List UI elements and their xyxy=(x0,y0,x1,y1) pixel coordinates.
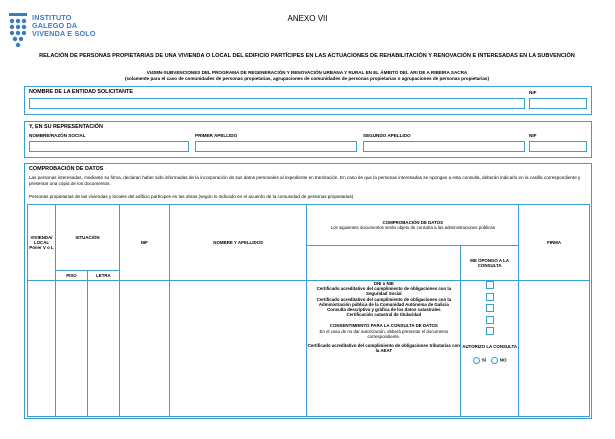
row-piso-cell[interactable] xyxy=(55,281,87,417)
entity-nif-label: NIF xyxy=(529,90,537,95)
doc-item: Consulta descriptiva y gráfica de los datos catastrales xyxy=(327,307,441,313)
rep-nif-label: NIF xyxy=(529,133,537,138)
oppose-ss-checkbox[interactable] xyxy=(486,293,494,301)
col-letra-header: LETRA xyxy=(87,271,119,281)
row-letra-cell[interactable] xyxy=(87,281,119,417)
consent-title: CONSENTIMIENTO PARA LA CONSULTA DE DATOS xyxy=(329,323,438,329)
rep-nif-input[interactable] xyxy=(529,141,587,152)
col-nombre-header: NOMBRE Y APELLIDOS xyxy=(169,205,307,281)
entity-name-input[interactable] xyxy=(29,98,525,109)
row-vivienda-cell[interactable] xyxy=(28,281,56,417)
doc-item: Certificación catastral de titularidad xyxy=(346,312,422,318)
yes-radio[interactable] xyxy=(473,357,480,364)
rep-name-label: NOMBRE/RAZÓN SOCIAL xyxy=(29,133,86,138)
row-oppose-cell xyxy=(461,281,519,417)
rep-surname1-label: PRIMER APELLIDO xyxy=(195,133,238,138)
owners-note: Personas propietarias de las viviendas y locales del edificio partícipes en las obras (según lo indicado en el acuerdo de la comunidad de personas propietarias) xyxy=(29,194,354,199)
col-comprobacion-header xyxy=(307,205,519,246)
data-check-paragraph: Las personas interesadas, mediante su firma, declaran haber sido informadas de la incorporación de sus datos personales al expediente en tramitación. En caso de que la personas interesadas se opongan a esta consulta, deberán indicarlo en la casilla correspondiente y presentar una copia de los documentos. xyxy=(29,175,581,187)
doc-item: Certificado acreditativo del cumplimiento de obligaciones con la Seguridad Social xyxy=(316,286,452,297)
procedure-note: (solamente para el caso de comunidades de personas propietarias, agrupaciones de comunidades de personas propietarias o agrupaciones de personas propietarias) xyxy=(124,76,490,81)
rep-surname1-input[interactable] xyxy=(195,141,357,152)
institution-name xyxy=(32,14,96,39)
representative-title: Y, EN SU REPRESENTACIÓN xyxy=(29,124,103,130)
rep-surname2-input[interactable] xyxy=(363,141,525,152)
authorize-label: AUTORIZO LA CONSULTA xyxy=(462,343,517,349)
procedure-subtitle: VI408N-SUBVENCIONES DEL PROGRAMA DE REGENERACIÓN Y RENOVACIÓN URBANA Y RURAL EN EL ÁMBITO DEL ARI DE A RIBEIRA SACRA xyxy=(146,70,468,75)
doc-item: Certificado acreditativo del cumplimiento de obligaciones con la Administración pública de la Comunidad Autónoma de Galicia xyxy=(316,296,452,307)
col-nif-header: NIF xyxy=(119,205,169,281)
oppose-dni-checkbox[interactable] xyxy=(486,281,494,289)
owners-table xyxy=(27,204,590,417)
comprobacion-subtitle: Los siguientes documentos serán objeto de consulta a las administraciones públicas xyxy=(330,225,495,230)
consent-text: En el caso de no dar autorización, deberá presentar el documento correspondiente. xyxy=(319,328,449,339)
entity-nif-input[interactable] xyxy=(529,98,587,109)
applicant-entity-section xyxy=(24,86,592,115)
row-nif-cell[interactable] xyxy=(119,281,169,417)
page-title: RELACIÓN DE PERSONAS PROPIETARIAS DE UNA VIVIENDA O LOCAL DEL EDIFICIO PARTÍCIPES EN LAS ACTUACIONES DE REHABILITACIÓN Y RENOVACIÓN E INTERESADAS EN LA SUBVENCIÓN xyxy=(39,53,575,59)
annex-label: ANEXO VII xyxy=(287,14,328,23)
authorize-options xyxy=(461,357,518,364)
no-label: NO xyxy=(499,357,507,363)
oppose-galicia-checkbox[interactable] xyxy=(486,304,494,312)
institution-line-3: VIVENDA E SOLO xyxy=(32,29,96,39)
comprobacion-title: COMPROBACIÓN DE DATOS xyxy=(382,220,444,225)
row-documents-cell xyxy=(307,281,461,417)
consent-doc: Certificado acreditativo del cumplimiento de obligaciones tributarias con la AEAT xyxy=(307,343,460,354)
documents-header-cell xyxy=(307,246,461,281)
yes-label: SÍ xyxy=(481,357,486,363)
col-firma-header: FIRMA xyxy=(519,205,590,281)
institution-line-1: INSTITUTO xyxy=(32,13,72,22)
col-piso-header: PISO xyxy=(55,271,87,281)
institution-line-2: GALEGO DA xyxy=(32,21,78,31)
rep-surname2-label: SEGUNDO APELLIDO xyxy=(363,133,411,138)
col-vivienda-header: VIVIENDA/ LOCAL Poner V o L xyxy=(28,205,56,281)
doc-item: DNI o NIE xyxy=(373,281,394,286)
col-situacion-header: SITUACIÓN xyxy=(55,205,119,271)
no-radio[interactable] xyxy=(491,357,498,364)
data-check-title: COMPROBACIÓN DE DATOS xyxy=(29,166,104,172)
rep-name-input[interactable] xyxy=(29,141,189,152)
oppose-catastro-checkbox[interactable] xyxy=(486,316,494,324)
entity-name-label: NOMBRE DE LA ENTIDAD SOLICITANTE xyxy=(29,89,133,95)
representative-section xyxy=(24,121,592,158)
row-firma-cell[interactable] xyxy=(519,281,590,417)
oppose-titularidad-checkbox[interactable] xyxy=(486,327,494,335)
col-oponer-header: ME OPONGO A LA CONSULTA xyxy=(461,246,519,281)
row-nombre-cell[interactable] xyxy=(169,281,307,417)
